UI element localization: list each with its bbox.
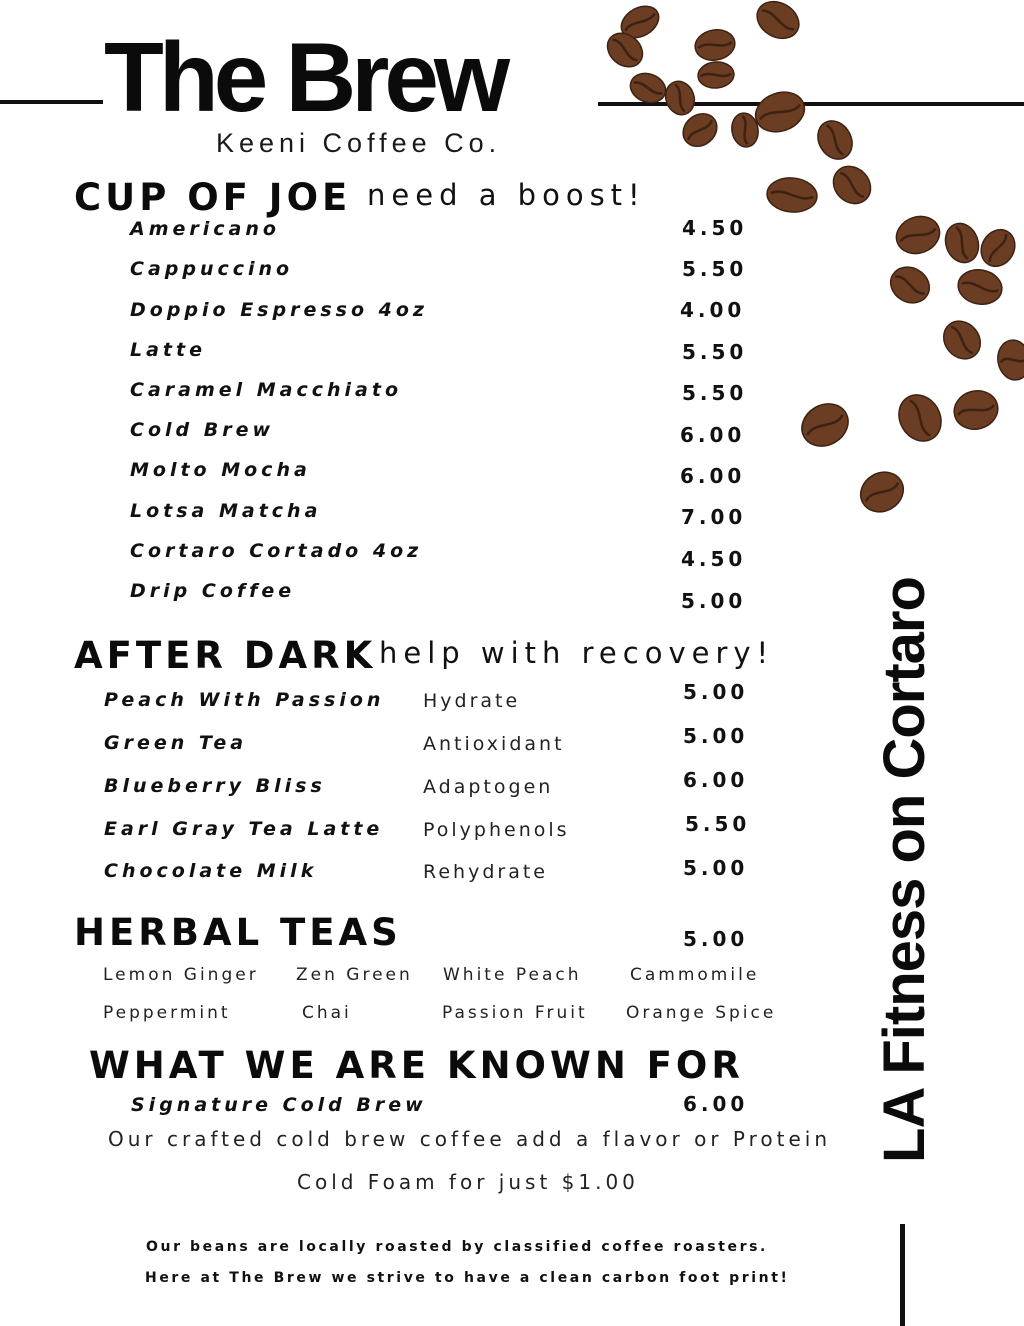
coffee-bean-icon [940, 219, 984, 268]
coffee-bean-icon [995, 338, 1024, 383]
menu-item-price: 6.00 [683, 768, 749, 792]
footer-line-2: Here at The Brew we strive to have a clean carbon foot print! [145, 1270, 790, 1286]
menu-item-price: 5.00 [681, 589, 747, 613]
section-heading-cup-of-joe: CUP OF JOE [74, 176, 352, 219]
menu-item-benefit: Antioxidant [423, 733, 565, 755]
menu-item-benefit: Hydrate [423, 690, 521, 712]
menu-item-price: 5.50 [682, 340, 748, 364]
section-heading-after-dark: AFTER DARK [74, 634, 377, 677]
menu-item-price: 5.00 [683, 724, 749, 748]
menu-item-price: 4.50 [681, 547, 747, 571]
menu-item-name: Caramel Macchiato [130, 379, 403, 401]
tea-name: Cammomile [630, 965, 760, 985]
menu-item-name: Latte [130, 339, 206, 361]
tea-name: Passion Fruit [442, 1003, 588, 1023]
tea-name: Lemon Ginger [103, 965, 259, 985]
coffee-bean-icon [884, 260, 936, 309]
coffee-bean-icon [891, 211, 945, 260]
coffee-bean-icon [626, 69, 669, 108]
section-heading-herbal-teas: HERBAL TEAS [74, 911, 402, 954]
menu-item-name: Lotsa Matcha [130, 500, 322, 522]
coffee-bean-icon [891, 387, 950, 449]
section-tagline-after-dark: help with recovery! [379, 636, 775, 670]
coffee-bean-icon [693, 27, 738, 63]
coffee-bean-icon [750, 0, 805, 46]
menu-item-price: 6.00 [680, 464, 746, 488]
signature-item-price: 6.00 [683, 1092, 749, 1116]
tea-name: Zen Green [296, 965, 413, 985]
tea-name: White Peach [443, 965, 582, 985]
menu-item-name: Drip Coffee [130, 580, 296, 602]
coffee-bean-icon [853, 465, 910, 520]
menu-item-benefit: Rehydrate [423, 861, 548, 883]
menu-item-price: 5.00 [683, 856, 749, 880]
coffee-bean-icon [950, 386, 1002, 434]
coffee-bean-icon [936, 314, 988, 366]
menu-item-price: 6.00 [680, 423, 746, 447]
coffee-bean-icon [975, 224, 1022, 273]
tea-name: Peppermint [103, 1003, 231, 1023]
side-banner-location: LA Fitness on Cortaro [872, 577, 937, 1163]
menu-item-name: Chocolate Milk [104, 860, 318, 882]
side-banner-rule [900, 1224, 905, 1326]
menu-item-name: Earl Gray Tea Latte [104, 818, 384, 840]
coffee-bean-icon [750, 86, 810, 139]
menu-item-name: Blueberry Bliss [104, 775, 326, 797]
menu-item-name: Cold Brew [130, 419, 275, 441]
footer-line-1: Our beans are locally roasted by classified coffee roasters. [146, 1239, 768, 1255]
menu-item-name: Molto Mocha [130, 459, 311, 481]
tea-name: Orange Spice [626, 1003, 777, 1023]
coffee-bean-icon [766, 176, 819, 214]
section-heading-known-for: WHAT WE ARE KNOWN FOR [89, 1044, 744, 1087]
coffee-bean-icon [661, 77, 699, 119]
section-tagline-cup-of-joe: need a boost! [367, 178, 646, 212]
menu-item-benefit: Adaptogen [423, 776, 554, 798]
herbal-teas-price: 5.00 [683, 927, 749, 951]
menu-item-name: Doppio Espresso 4oz [130, 299, 428, 321]
tea-name: Chai [302, 1003, 352, 1023]
menu-item-benefit: Polyphenols [423, 819, 570, 841]
coffee-bean-icon [826, 159, 878, 211]
menu-item-price: 4.50 [682, 216, 748, 240]
menu-item-name: Green Tea [104, 732, 248, 754]
menu-item-price: 5.50 [682, 381, 748, 405]
signature-description-line1: Our crafted cold brew coffee add a flavor or Protein [108, 1127, 832, 1151]
menu-item-name: Peach With Passion [104, 689, 385, 711]
menu-item-price: 5.00 [683, 680, 749, 704]
signature-description-line2: Cold Foam for just $1.00 [297, 1170, 639, 1194]
page-title: The Brew [104, 22, 506, 132]
menu-item-price: 5.50 [685, 812, 751, 836]
coffee-bean-icon [811, 115, 859, 166]
signature-item-name: Signature Cold Brew [131, 1094, 427, 1116]
menu-item-price: 5.50 [682, 257, 748, 281]
coffee-bean-icon [794, 396, 856, 455]
menu-item-name: Cortaro Cortado 4oz [130, 540, 423, 562]
page-subtitle: Keeni Coffee Co. [216, 128, 502, 158]
menu-item-name: Americano [130, 218, 280, 240]
menu-item-price: 7.00 [681, 505, 747, 529]
menu-item-price: 4.00 [680, 298, 746, 322]
coffee-bean-icon [697, 60, 735, 89]
coffee-bean-icon [955, 266, 1004, 307]
menu-item-name: Cappuccino [130, 258, 294, 280]
